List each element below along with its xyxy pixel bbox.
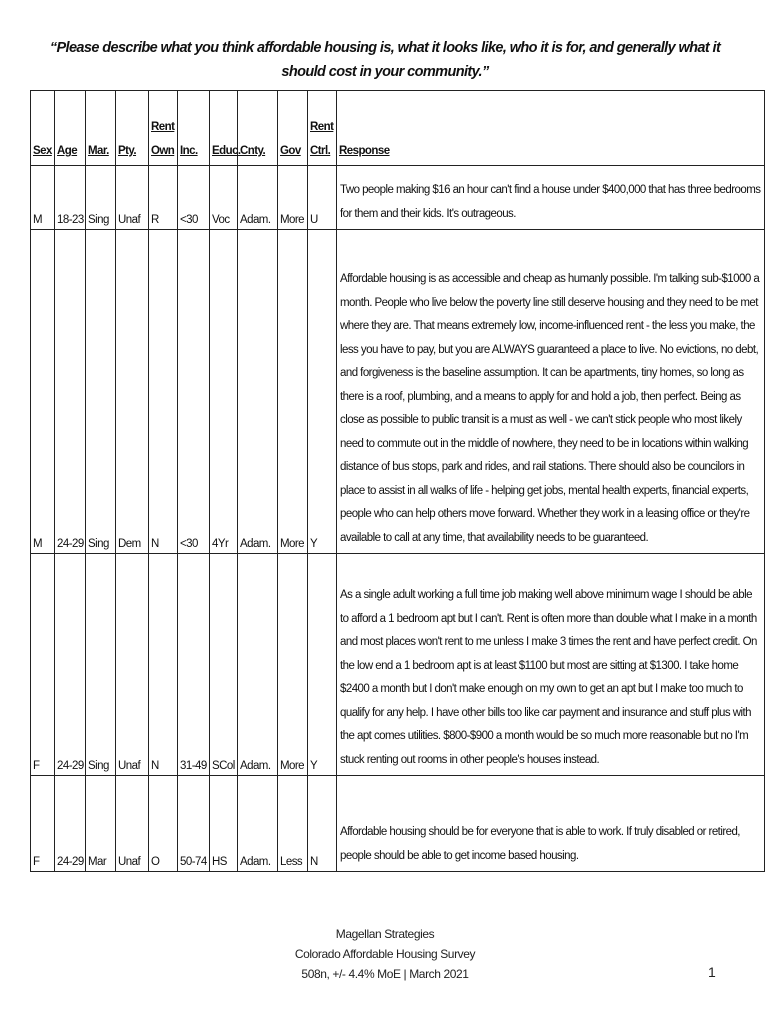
cell-marital: Mar [86, 776, 116, 872]
footer-survey-name: Colorado Affordable Housing Survey [294, 947, 476, 961]
cell-education: HS [210, 776, 238, 872]
cell-county: Adam. [238, 166, 278, 230]
table-row [31, 230, 765, 554]
cell-income: 31-49 [178, 554, 210, 776]
footer-company: Magellan Strategies [335, 927, 435, 941]
header-government: Gov [278, 91, 308, 166]
cell-age: 24-29 [55, 776, 86, 872]
cell-rent-own: R [149, 166, 178, 230]
cell-age: 24-29 [55, 230, 86, 554]
cell-government: More [278, 166, 308, 230]
cell-education: Voc [210, 166, 238, 230]
header-income: Inc. [178, 91, 210, 166]
cell-education: SCol [210, 554, 238, 776]
cell-response: Affordable housing should be for everyone that is able to work. If truly disabled or retired, people should be able to get income based housing. [337, 776, 765, 872]
header-rent-own-line1: Rent [151, 121, 175, 133]
cell-county: Adam. [238, 230, 278, 554]
cell-rent-control: U [308, 166, 337, 230]
header-rent-own-line2: Own [151, 145, 175, 157]
cell-government: More [278, 554, 308, 776]
header-response: Response [337, 91, 765, 166]
header-age: Age [55, 91, 86, 166]
cell-income: <30 [178, 166, 210, 230]
cell-rent-own: N [149, 230, 178, 554]
cell-government: More [278, 230, 308, 554]
cell-response: Two people making $16 an hour can't find a house under $400,000 that has three bedrooms for them and their kids. It's outrageous. [337, 166, 765, 230]
cell-marital: Sing [86, 230, 116, 554]
header-marital: Mar. [86, 91, 116, 166]
responses-table [30, 90, 765, 872]
cell-party: Unaf [116, 166, 149, 230]
cell-marital: Sing [86, 554, 116, 776]
cell-rent-control: N [308, 776, 337, 872]
cell-age: 24-29 [55, 554, 86, 776]
header-party: Pty. [116, 91, 149, 166]
page-title: “Please describe what you think affordable housing is, what it looks like, who it is for, and generally what it should cost in your community.” [49, 40, 721, 80]
cell-sex: M [31, 166, 55, 230]
header-rent-control [308, 91, 337, 166]
table-row [31, 776, 765, 872]
cell-rent-own: O [149, 776, 178, 872]
header-rent-own [149, 91, 178, 166]
cell-sex: M [31, 230, 55, 554]
cell-rent-own: N [149, 554, 178, 776]
cell-income: 50-74 [178, 776, 210, 872]
cell-county: Adam. [238, 776, 278, 872]
cell-income: <30 [178, 230, 210, 554]
cell-sex: F [31, 776, 55, 872]
table-row [31, 166, 765, 230]
page-number: 1 [708, 964, 716, 980]
cell-party: Dem [116, 230, 149, 554]
cell-rent-control: Y [308, 230, 337, 554]
header-county: Cnty. [238, 91, 278, 166]
cell-education: 4Yr [210, 230, 238, 554]
header-rent-control-line1: Rent [310, 121, 334, 133]
cell-marital: Sing [86, 166, 116, 230]
table-header-row [31, 91, 765, 166]
cell-party: Unaf [116, 554, 149, 776]
footer-survey-details: 508n, +/- 4.4% MoE | March 2021 [301, 967, 469, 981]
header-sex: Sex [31, 91, 55, 166]
table-row [31, 554, 765, 776]
page-footer [200, 924, 570, 984]
cell-response: As a single adult working a full time job making well above minimum wage I should be able to afford a 1 bedroom apt but I can't. Rent is often more than double what I make in a month and most places won't rent to me unless I make 3 times the rent and have perfect credit. On the low end a 1 bedroom apt is at least $1100 but most are sitting at $1300. I take home $2400 a month but I don't make enough on my own to get an apt but I make too much to qualify for any help. I have other bills too like car payment and insurance and stuff plus with the apt comes utilities. $800-$900 a month would be so much more reasonable but no I'm stuck renting out rooms in other people's houses instead. [337, 554, 765, 776]
header-rent-control-line2: Ctrl. [310, 145, 331, 157]
cell-government: Less [278, 776, 308, 872]
cell-response: Affordable housing is as accessible and cheap as humanly possible. I'm talking sub-$1000 a month. People who live below the poverty line still deserve housing and they need to be met where they are. That means extremely low, income-influenced rent - the less you make, the less you have to pay, but you are ALWAYS guaranteed a place to live. No evictions, no debt, and forgiveness is the baseline assumption. It can be apartments, tiny homes, so long as there is a roof, plumbing, and a means to apply for and hold a job, then perfect. Being as close as possible to public transit is a must as well - we can't stick people who most likely need to commute out in the middle of nowhere, they need to be in locations within walking distance of bus stops, park and rides, and rail stations. There should also be councilors in place to assist in all walks of life - helping get jobs, mental health experts, financial experts, people who can help others move forward. Whether they work in a leasing office or they're available to call at any time, that availability needs to be guaranteed. [337, 230, 765, 554]
cell-rent-control: Y [308, 554, 337, 776]
cell-party: Unaf [116, 776, 149, 872]
header-education: Educ. [210, 91, 238, 166]
cell-county: Adam. [238, 554, 278, 776]
cell-sex: F [31, 554, 55, 776]
cell-age: 18-23 [55, 166, 86, 230]
